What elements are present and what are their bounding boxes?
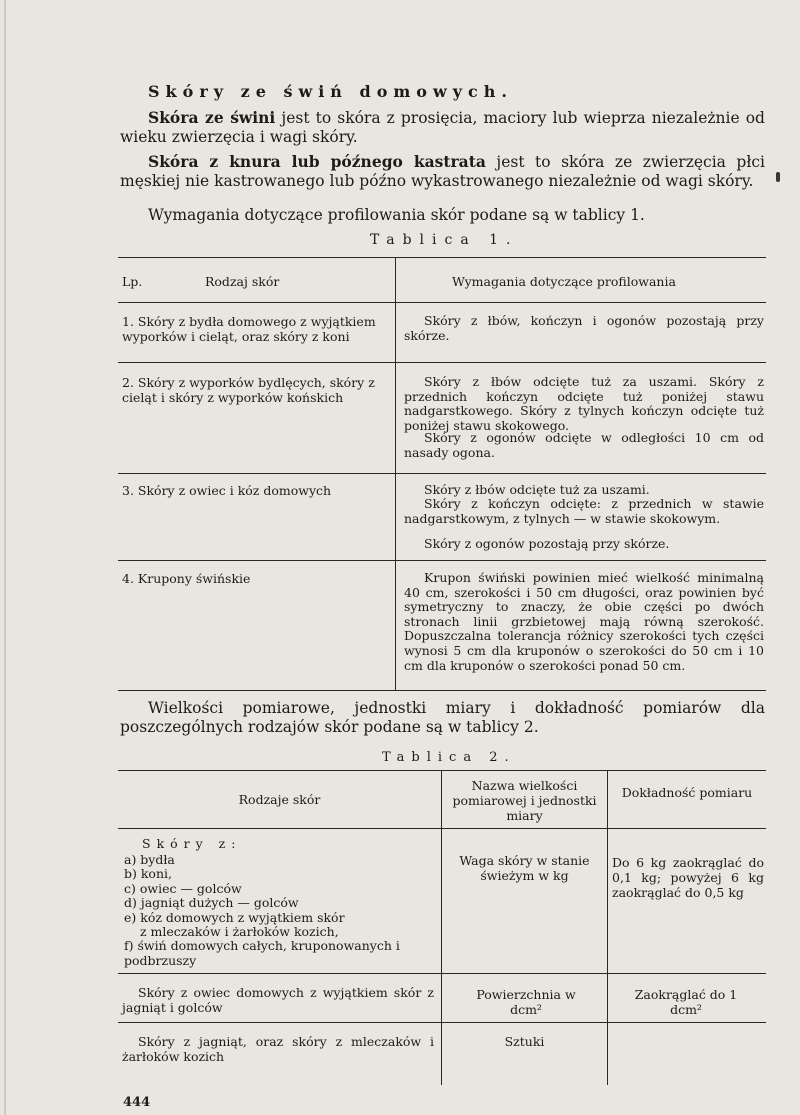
table2-column-divider-2 bbox=[607, 770, 608, 1085]
table2-header-name: Nazwa wielkości pomiarowej i jednostki miary bbox=[452, 778, 597, 823]
table2-row1-rule bbox=[118, 973, 766, 974]
table2-row2-name: Powierzchnia w dcm² bbox=[476, 987, 576, 1017]
table1-bottom-rule bbox=[118, 690, 766, 691]
table2-top-rule bbox=[118, 770, 766, 771]
list-item: f) świń domowych całych, kruponowanych i podbrzuszy bbox=[124, 938, 400, 968]
table1-top-rule bbox=[118, 257, 766, 258]
table1-column-divider bbox=[395, 257, 396, 690]
ink-mark bbox=[776, 172, 780, 182]
table1-row1-kind: 1. Skóry z bydła domowego z wyjątkiem wyporków i cieląt, oraz skóry z koni bbox=[122, 314, 376, 344]
table1-title: Tablica 1. bbox=[370, 232, 519, 248]
paragraph-1 bbox=[120, 108, 765, 147]
table1-row3-req3: Skóry z ogonów pozostają przy skórze. bbox=[424, 536, 670, 551]
table2-row1-name: Waga skóry w stanie świeżym w kg bbox=[459, 853, 590, 883]
table2-header-accuracy: Dokładność pomiaru bbox=[621, 785, 753, 800]
table2-row3-kind: Skóry z jagniąt, oraz skóry z mleczaków i żarłoków kozich bbox=[122, 1034, 434, 1064]
paragraph-4 bbox=[120, 699, 765, 737]
table2-title: Tablica 2. bbox=[382, 750, 516, 765]
list-item: c) owiec — golców bbox=[124, 880, 242, 896]
list-item: a) bydła bbox=[124, 852, 175, 867]
section-title: Skóry ze świń domowych. bbox=[148, 82, 513, 101]
table2-header-kind: Rodzaje skór bbox=[238, 792, 321, 807]
table1-row4-req: Krupon świński powinien mieć wielkość minimalną 40 cm, szerokości i 50 cm długości, oraz powinien być symetryczny to znaczy, że obie części po dwóch stronach linii grzbietowej mają równą szerokość. Dopuszczalna tolerancja różnicy szerokości tych części wynosi 5 cm dla kruponów o szerokości do 50 cm i 10 cm dla kruponów o szerokości ponad 50 cm. bbox=[404, 570, 764, 673]
paragraph-2 bbox=[120, 152, 765, 191]
table2-row2-kind: Skóry z owiec domowych z wyjątkiem skór z jagniąt i golców bbox=[122, 985, 434, 1015]
paragraph-3-text: Wymagania dotyczące profilowania skór podane są w tablicy 1. bbox=[148, 206, 645, 224]
table2-row2-rule bbox=[118, 1022, 766, 1023]
table2-row2-accuracy: Zaokrąglać do 1 dcm² bbox=[634, 987, 738, 1017]
paragraph-3 bbox=[120, 206, 765, 225]
table2-row1-intro: Skóry z: bbox=[142, 836, 242, 851]
table2-row1-accuracy: Do 6 kg zaokrąglać do 0,1 kg; powyżej 6 kg zaokrąglać do 0,5 kg bbox=[612, 855, 764, 900]
table2-row3-name: Sztuki bbox=[504, 1034, 545, 1049]
table1-row3-req2: Skóry z kończyn odcięte: z przednich w stawie nadgarstkowym, z tylnych — w stawie skokowym. bbox=[404, 496, 764, 526]
table2-column-divider-1 bbox=[441, 770, 442, 1085]
paragraph-1-text: jest to skóra z prosięcia, maciory lub wieprza niezależnie od wieku zwierzęcia i wagi skóry. bbox=[120, 109, 765, 146]
table2-header-rule bbox=[118, 828, 766, 829]
table1-row2-rule bbox=[118, 473, 766, 474]
table1-row2-req: Skóry z łbów odcięte tuż za uszami. Skóry z przednich kończyn odcięte tuż poniżej stawu nadgarstkowego. Skóry z tylnych kończyn odcięte tuż poniżej stawu skokowego. bbox=[404, 374, 764, 433]
list-item: b) koni, bbox=[124, 866, 172, 882]
term-skora-z-knura: Skóra z knura lub późnego kastrata bbox=[148, 152, 486, 171]
page-number: 444 bbox=[123, 1095, 151, 1110]
table1-row4-kind: 4. Krupony świńskie bbox=[122, 571, 251, 586]
paragraph-4-text: Wielkości pomiarowe, jednostki miary i dokładność pomiarów dla poszczególnych rodzajów skór podane są w tablicy 2. bbox=[120, 699, 765, 736]
term-skora-ze-swini: Skóra ze świni bbox=[148, 108, 276, 127]
table1-row3-kind: 3. Skóry z owiec i kóz domowych bbox=[122, 483, 332, 498]
table1-header-requirements: Wymagania dotyczące profilowania bbox=[452, 274, 676, 289]
list-item: d) jagniąt dużych — golców bbox=[124, 895, 299, 911]
list-item: e) kóz domowych z wyjątkiem skór bbox=[124, 909, 345, 925]
table1-header-kind: Rodzaj skór bbox=[205, 274, 280, 289]
table1-row2-kind: 2. Skóry z wyporków bydlęcych, skóry z cieląt i skóry z wyporków końskich bbox=[122, 375, 375, 405]
table1-header-lp: Lp. bbox=[122, 274, 143, 289]
table1-row1-rule bbox=[118, 362, 766, 363]
table1-row3-req: Skóry z łbów odcięte tuż za uszami. bbox=[424, 482, 650, 497]
table1-row1-req: Skóry z łbów, kończyn i ogonów pozostają przy skórze. bbox=[404, 313, 764, 343]
table1-header-rule bbox=[118, 302, 766, 303]
paragraph-2-text: jest to skóra ze zwierzęcia płci męskiej nie kastrowanego lub późno wykastrowanego niezależnie od wagi skóry. bbox=[120, 153, 765, 190]
table1-row2-req2: Skóry z ogonów odcięte w odległości 10 cm od nasady ogona. bbox=[404, 430, 764, 460]
table1-row3-rule bbox=[118, 560, 766, 561]
table2-row1-kind-list bbox=[124, 853, 439, 968]
list-item: z mleczaków i żarłoków kozich, bbox=[140, 924, 339, 940]
page-edge bbox=[4, 0, 6, 1115]
